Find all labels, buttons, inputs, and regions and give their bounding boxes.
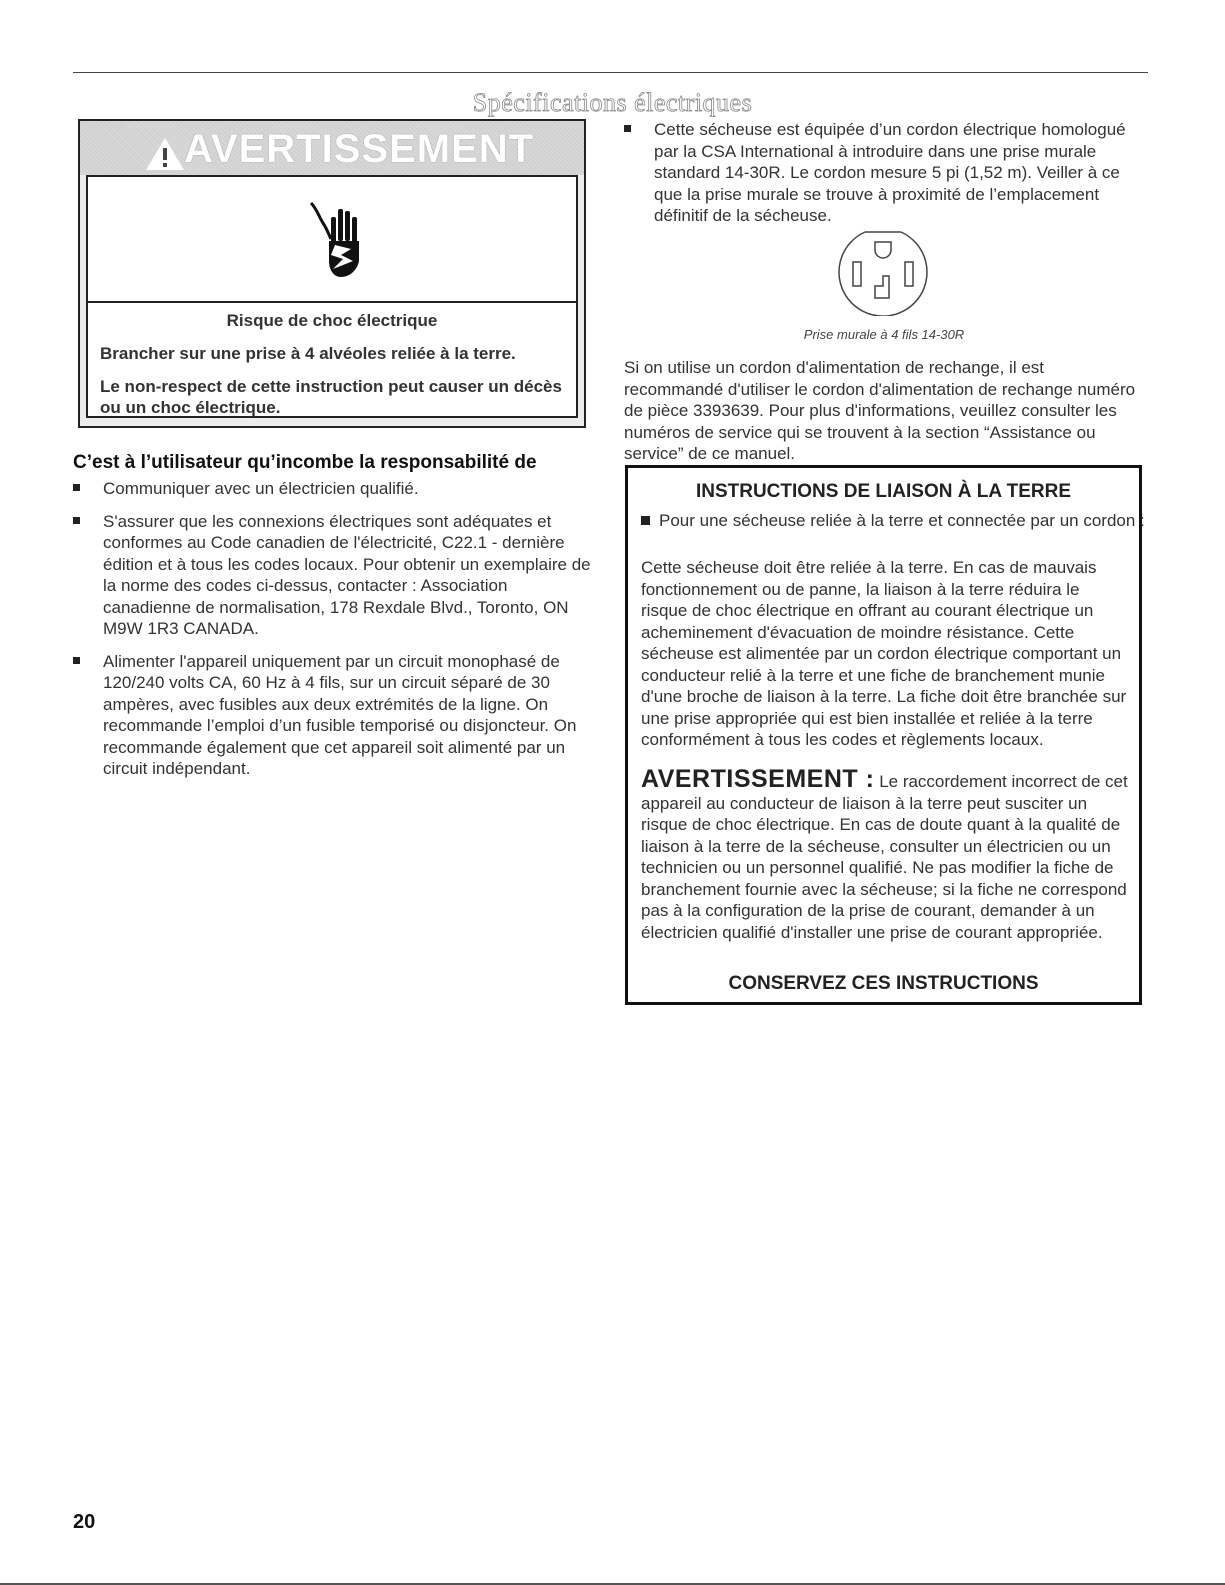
- save-instructions-footer: CONSERVEZ CES INSTRUCTIONS: [728, 973, 1039, 994]
- page-number: 20: [73, 1511, 96, 1533]
- responsibility-heading: C’est à l’utilisateur qu’incombe la responsabilité de: [73, 452, 537, 473]
- warning-line-2: Le non-respect de cette instruction peut causer un décès ou un choc électrique.: [100, 377, 562, 417]
- list-item: Communiquer avec un électricien qualifié.: [73, 478, 598, 500]
- icon-area: [88, 177, 576, 303]
- bullet-icon: [624, 125, 631, 132]
- list-item: Cette sécheuse est équipée d’un cordon électrique homologué par la CSA International à introduire dans une prise murale standard 14-30R. Le cordon mesure 5 pi (1,52 m). Veiller à ce que la prise murale se trouve à proximité de l’emplacement définitif de la sécheuse.: [624, 119, 1144, 227]
- replacement-cord-paragraph: Si on utilise un cordon d'alimentation de rechange, il est recommandé d'utiliser le cordon d'alimentation de rechange numéro de pièce 3393639. Pour plus d'informations, veuillez consulter les numéros de service qui se trouvent à la section “Assistance ou service” de ce manuel.: [624, 358, 1136, 463]
- grounding-title: INSTRUCTIONS DE LIAISON À LA TERRE: [695, 481, 1072, 502]
- warning-title: AVERTISSEMENT: [184, 127, 535, 171]
- outlet-caption: Prise murale à 4 fils 14-30R: [803, 327, 965, 342]
- grounding-paragraph: Cette sécheuse doit être reliée à la terre. En cas de mauvais fonctionnement ou de panne, la liaison à la terre réduira le risque de choc électrique en offrant au courant électrique un acheminement d'évacuation de moindre résistance. Cette sécheuse est alimentée par un cordon électrique comportant un conducteur relié à la terre et une fiche de branchement munie d'une broche de liaison à la terre. La fiche doit être branchée sur une prise appropriée qui est bien installée et reliée à la terre conformément à tous les codes et règlements locaux.: [641, 558, 1127, 749]
- list-item: S'assurer que les connexions électriques sont adéquates et conformes au Code canadien de l'électricité, C22.1 - dernière édition et à tous les codes locaux. Pour obtenir un exemplaire de la norme des codes ci-dessus, contacter : Association canadienne de normalisation, 178 Rexdale Blvd., Toronto, ON M9W 1R3 CANADA.: [73, 511, 598, 640]
- cord-list: [624, 119, 1144, 238]
- warning-triangle-icon: [145, 137, 185, 171]
- warning-inner: [86, 175, 578, 418]
- top-rule: [73, 72, 1148, 73]
- outlet-14-30r-icon: [833, 228, 933, 316]
- list-item: Alimenter l'appareil uniquement par un circuit monophasé de 120/240 volts CA, 60 Hz à 4 fils, sur un circuit séparé de 30 ampères, avec fusibles aux deux extrémités de la ligne. On recommande l’emploi d’un fusible temporisé ou disjoncteur. On recommande également que cet appareil soit alimenté par un circuit indépendant.: [73, 651, 598, 780]
- bullet-icon: [73, 517, 80, 524]
- bullet-icon: [641, 516, 650, 525]
- grounding-warning: [641, 765, 1131, 943]
- warning-box: [78, 119, 586, 428]
- grounding-warning-label: AVERTISSEMENT :: [641, 765, 875, 793]
- grounding-instructions-box: [625, 465, 1145, 1005]
- bullet-icon: [73, 484, 80, 491]
- warning-header: [80, 121, 584, 175]
- warning-line-1: Brancher sur une prise à 4 alvéoles reliée à la terre.: [100, 344, 516, 363]
- hazard-label: Risque de choc électrique: [226, 311, 438, 330]
- grounding-bullet: Pour une sécheuse reliée à la terre et connectée par un cordon :: [641, 510, 1149, 532]
- responsibility-list: [73, 478, 598, 791]
- electric-shock-hand-icon: [309, 195, 365, 285]
- bullet-icon: [73, 657, 80, 664]
- section-title: Spécifications électriques: [472, 88, 753, 117]
- grounding-warning-text: Le raccordement incorrect de cet appareil au conducteur de liaison à la terre peut susciter un risque de choc électrique. En cas de doute quant à la qualité de liaison à la terre de la sécheuse, consulter un électricien ou un technicien ou un personnel qualifié. Ne pas modifier la fiche de branchement fournie avec la sécheuse; si la fiche ne correspond pas à la configuration de la prise de courant, demander à un électricien qualifié d'installer une prise de courant appropriée.: [641, 772, 1128, 942]
